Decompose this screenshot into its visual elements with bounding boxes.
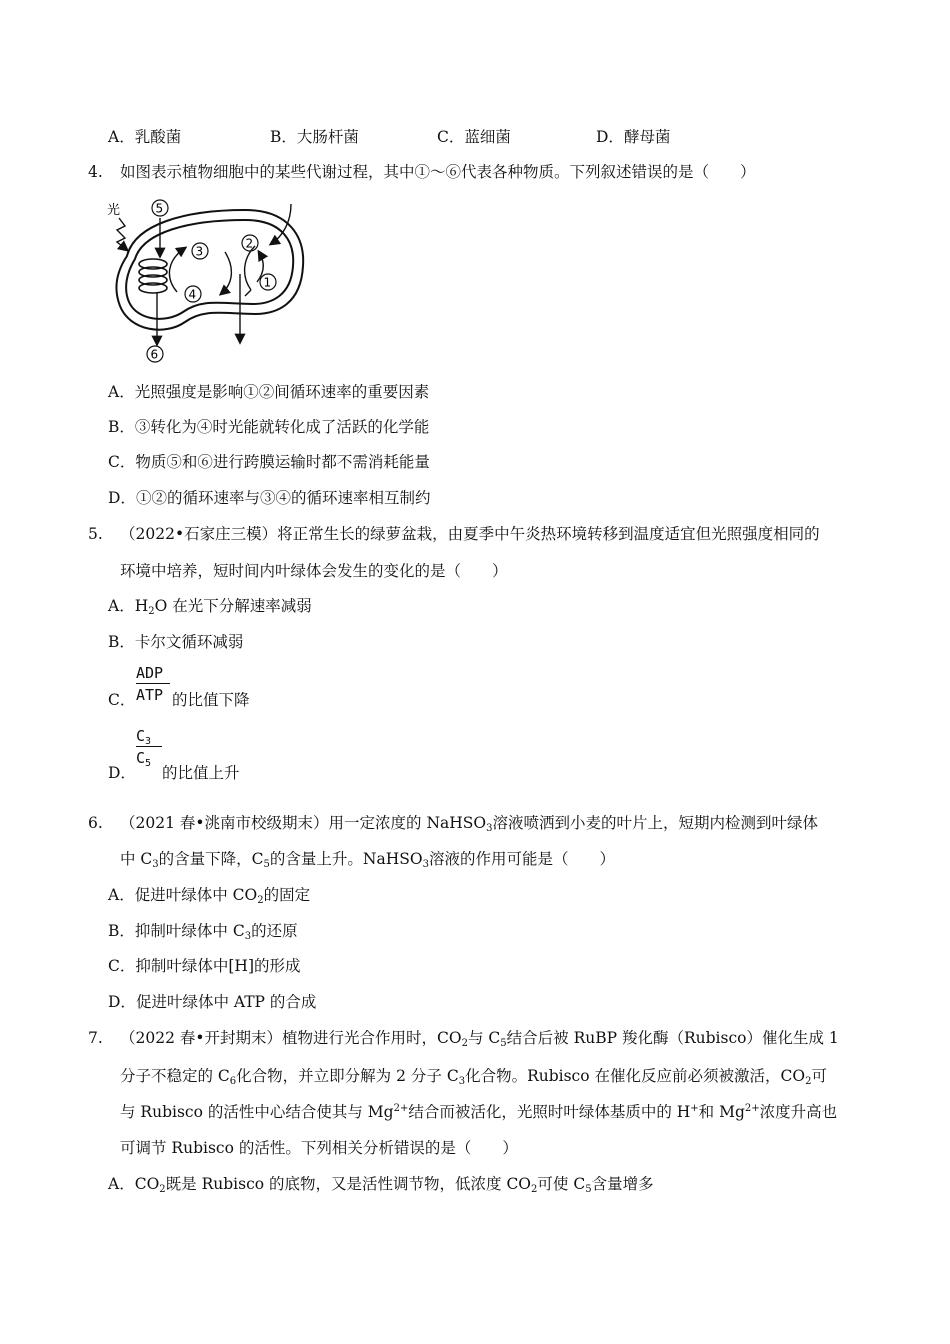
fraction-numerator: $C_3$ xyxy=(136,727,152,747)
q6-number: 6. xyxy=(88,814,103,832)
q3-option-b: B．大肠杆菌 xyxy=(270,128,359,146)
marker-3: 3 xyxy=(195,244,204,259)
q5-option-b: B．卡尔文循环减弱 xyxy=(108,633,244,651)
cycle-arrow-1 xyxy=(245,290,251,296)
q7-stem-line2: 分子不稳定的 $C_6$化合物，并立即分解为 2 分子 $C_3$化合物。Rubisco 在催化反应前必须被激活，$CO_2$可 xyxy=(120,1067,827,1087)
fraction-denominator: $C_5$ xyxy=(136,749,152,769)
q4-option-b: B．③转化为④时光能就转化成了活跃的化学能 xyxy=(108,418,430,436)
marker-2: 2 xyxy=(245,236,254,251)
q5-stem-line1: （2022•石家庄三模）将正常生长的绿萝盆栽，由夏季中午炎热环境转移到温度适宜但光照强度相同的 xyxy=(120,525,820,543)
q4-number: 4. xyxy=(88,163,103,181)
q6-stem-line2: 中 $C_3$的含量下降，$C_5$的含量上升。NaHSO$_3$溶液的作用可能是（ ） xyxy=(120,850,615,870)
q6-option-b: B．抑制叶绿体中 $C_3$的还原 xyxy=(108,922,298,942)
q5-option-d-label: D． xyxy=(108,764,136,782)
q6-stem-line1: （2021 春•洮南市校级期末）用一定浓度的 NaHSO$_3$溶液喷洒到小麦的叶片上，短期内检测到叶绿体 xyxy=(120,814,818,834)
cycle-arrow-4-to-3 xyxy=(169,248,185,292)
light-zigzag xyxy=(117,218,127,250)
chloroplast-outer-membrane xyxy=(116,210,303,330)
marker-6: 6 xyxy=(150,347,159,362)
q3-option-a: A．乳酸菌 xyxy=(108,128,182,146)
q5-option-c-fraction xyxy=(136,664,170,704)
q7-stem-line3: 与 Rubisco 的活性中心结合使其与 $Mg^{2+}$结合而被活化，光照时叶绿体基质中的 H+和 $Mg^{2+}$浓度升高也 xyxy=(120,1103,838,1121)
fraction-numerator: ADP xyxy=(136,664,164,682)
q7-option-a: A．$CO_2$既是 Rubisco 的底物，又是活性调节物，低浓度 $CO_2$可使 $C_5$含量增多 xyxy=(108,1175,654,1195)
q4-option-d: D．①②的循环速率与③④的循环速率相互制约 xyxy=(108,489,431,507)
cycle-arrow-2 xyxy=(245,246,255,290)
chloroplast-diagram xyxy=(105,196,305,364)
q7-stem-line1: （2022 春•开封期末）植物进行光合作用时，$CO_2$与 $C_5$结合后被 RuBP 羧化酶（Rubisco）催化生成 1 xyxy=(120,1029,839,1049)
thylakoid-stack xyxy=(139,259,167,293)
q5-option-a: A．$H_2O$ 在光下分解速率减弱 xyxy=(108,597,312,617)
marker-5: 5 xyxy=(155,201,164,216)
q5-number: 5. xyxy=(88,525,103,543)
q4-option-c: C．物质⑤和⑥进行跨膜运输时都不需消耗能量 xyxy=(108,453,430,471)
q5-option-d-fraction xyxy=(136,727,162,767)
q7-number: 7. xyxy=(88,1029,103,1047)
q7-stem-line4: 可调节 Rubisco 的活性。下列相关分析错误的是（ ） xyxy=(120,1139,518,1157)
q5-option-c-text: 的比值下降 xyxy=(172,691,250,709)
q6-option-c: C．抑制叶绿体中[H]的形成 xyxy=(108,957,301,975)
fraction-denominator: ATP xyxy=(136,686,164,704)
cycle-arrow-3-to-4 xyxy=(221,252,231,294)
light-label: 光 xyxy=(107,203,121,218)
q6-option-d: D．促进叶绿体中 ATP 的合成 xyxy=(108,993,317,1011)
marker-1: 1 xyxy=(263,275,272,290)
q5-option-c-label: C． xyxy=(108,691,136,709)
arrow-1-to-2 xyxy=(257,252,263,282)
q4-option-a: A．光照强度是影响①②间循环速率的重要因素 xyxy=(108,383,430,401)
q4-stem: 如图表示植物细胞中的某些代谢过程，其中①～⑥代表各种物质。下列叙述错误的是（ ） xyxy=(120,163,756,181)
q3-option-d: D．酵母菌 xyxy=(596,128,671,146)
marker-4: 4 xyxy=(188,287,197,302)
q3-option-c: C．蓝细菌 xyxy=(437,128,511,146)
q5-option-d-text: 的比值上升 xyxy=(162,764,240,782)
q5-stem-line2: 环境中培养，短时间内叶绿体会发生的变化的是（ ） xyxy=(120,562,508,580)
q6-option-a: A．促进叶绿体中 $CO_2$的固定 xyxy=(108,886,311,906)
